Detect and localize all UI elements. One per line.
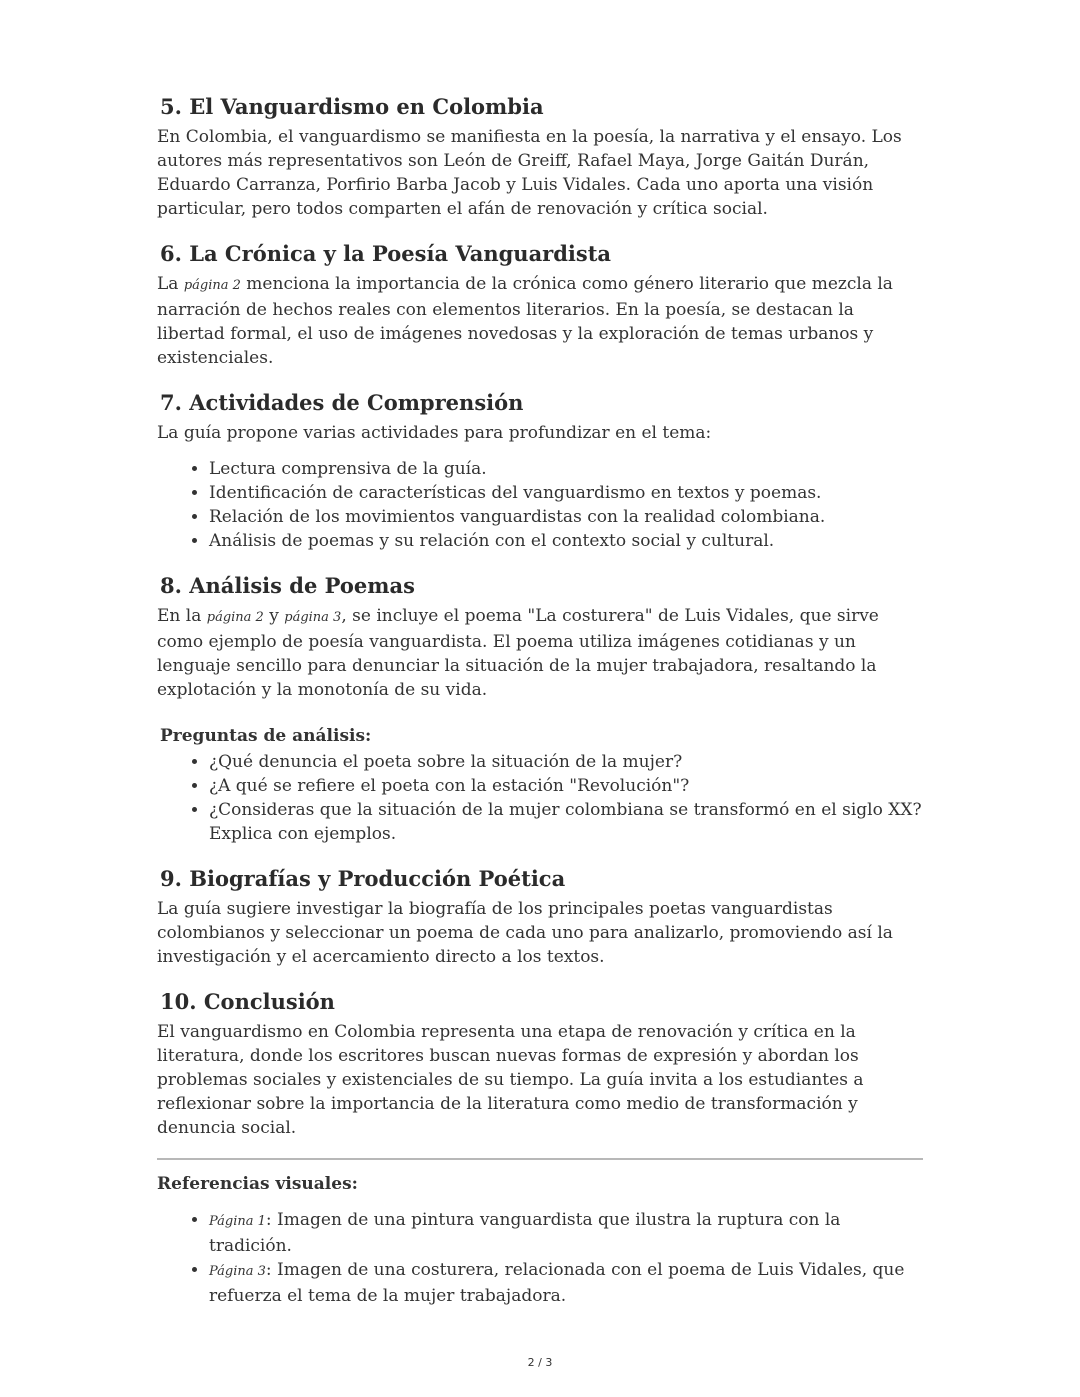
section-paragraph: [157, 272, 923, 370]
list-item: • ¿Qué denuncia el poeta sobre la situación de la mujer?: [209, 750, 923, 774]
section-vanguardismo-colombia: [157, 92, 923, 221]
text-fragment: , se incluye el poema "La costurera" de Luis Vidales, que sirve como ejemplo de poesía vanguardista. El poema utiliza imágenes cotidianas y un lenguaje sencillo para denunciar la situación de la mujer trabajadora, resaltando la explotación y la monotonía de su vida.: [157, 606, 879, 700]
text-fragment: y: [263, 606, 285, 626]
section-conclusion: [157, 987, 923, 1140]
section-heading: 6. La Crónica y la Poesía Vanguardista: [160, 241, 612, 266]
list-item: • Relación de los movimientos vanguardistas con la realidad colombiana.: [209, 505, 923, 529]
text-fragment: : Imagen de una pintura vanguardista que ilustra la ruptura con la tradición.: [209, 1210, 841, 1256]
activities-list: [157, 457, 923, 553]
text-fragment: : Imagen de una costurera, relacionada con el poema de Luis Vidales, que refuerza el tema de la mujer trabajadora.: [209, 1260, 905, 1306]
text-fragment: En la: [157, 606, 207, 626]
questions-list: [157, 750, 923, 846]
section-paragraph: En Colombia, el vanguardismo se manifiesta en la poesía, la narrativa y el ensayo. Los autores más representativos son León de Greiff, Rafael Maya, Jorge Gaitán Durán, Eduardo Carranza, Porfirio Barba Jacob y Luis Vidales. Cada uno aporta una visión particular, pero todos comparten el afán de renovación y crítica social.: [157, 127, 902, 219]
section-heading: 5. El Vanguardismo en Colombia: [160, 94, 544, 119]
section-biografias: [157, 864, 923, 969]
page-indicator: 2 / 3: [527, 1356, 553, 1369]
list-item: • ¿A qué se refiere el poeta con la estación "Revolución"?: [209, 774, 923, 798]
references-label: Referencias visuales:: [157, 1174, 358, 1194]
section-paragraph: [157, 604, 923, 702]
page-reference: página 2: [183, 278, 241, 293]
list-item: • Lectura comprensiva de la guía.: [209, 457, 923, 481]
section-paragraph: El vanguardismo en Colombia representa una etapa de renovación y crítica en la literatura, donde los escritores buscan nuevas formas de expresión y abordan los problemas sociales y existenciales de su tiempo. La guía invita a los estudiantes a reflexionar sobre la importancia de la literatura como medio de transformación y denuncia social.: [157, 1022, 864, 1138]
section-paragraph: La guía propone varias actividades para profundizar en el tema:: [157, 423, 712, 443]
section-paragraph: La guía sugiere investigar la biografía de los principales poetas vanguardistas colombianos y seleccionar un poema de cada uno para analizarlo, promoviendo así la investigación y el acercamiento directo a los textos.: [157, 899, 893, 967]
section-heading: 10. Conclusión: [160, 989, 335, 1014]
section-actividades: [157, 388, 923, 553]
section-cronica-poesia: [157, 239, 923, 370]
references-list: [157, 1208, 923, 1308]
page-reference: Página 3: [209, 1264, 266, 1279]
list-item: • ¿Consideras que la situación de la mujer colombiana se transformó en el siglo XX? Explica con ejemplos.: [209, 798, 923, 846]
list-item: [209, 1258, 923, 1308]
text-fragment: La: [157, 274, 184, 294]
list-item: [209, 1208, 923, 1258]
section-heading: 9. Biografías y Producción Poética: [160, 866, 566, 891]
page-reference: página 2: [206, 610, 264, 625]
section-analisis-poemas: [157, 571, 923, 846]
section-heading: 8. Análisis de Poemas: [160, 573, 415, 598]
page-reference: Página 1: [209, 1214, 266, 1229]
list-item: • Identificación de características del vanguardismo en textos y poemas.: [209, 481, 923, 505]
questions-label: Preguntas de análisis:: [160, 726, 372, 746]
divider: [157, 1158, 923, 1160]
list-item: • Análisis de poemas y su relación con el contexto social y cultural.: [209, 529, 923, 553]
page-reference: página 3: [284, 610, 342, 625]
section-heading: 7. Actividades de Comprensión: [160, 390, 524, 415]
text-fragment: menciona la importancia de la crónica como género literario que mezcla la narración de hechos reales con elementos literarios. En la poesía, se destacan la libertad formal, el uso de imágenes novedosas y la exploración de temas urbanos y existenciales.: [157, 274, 893, 368]
document-page: [157, 92, 923, 1308]
